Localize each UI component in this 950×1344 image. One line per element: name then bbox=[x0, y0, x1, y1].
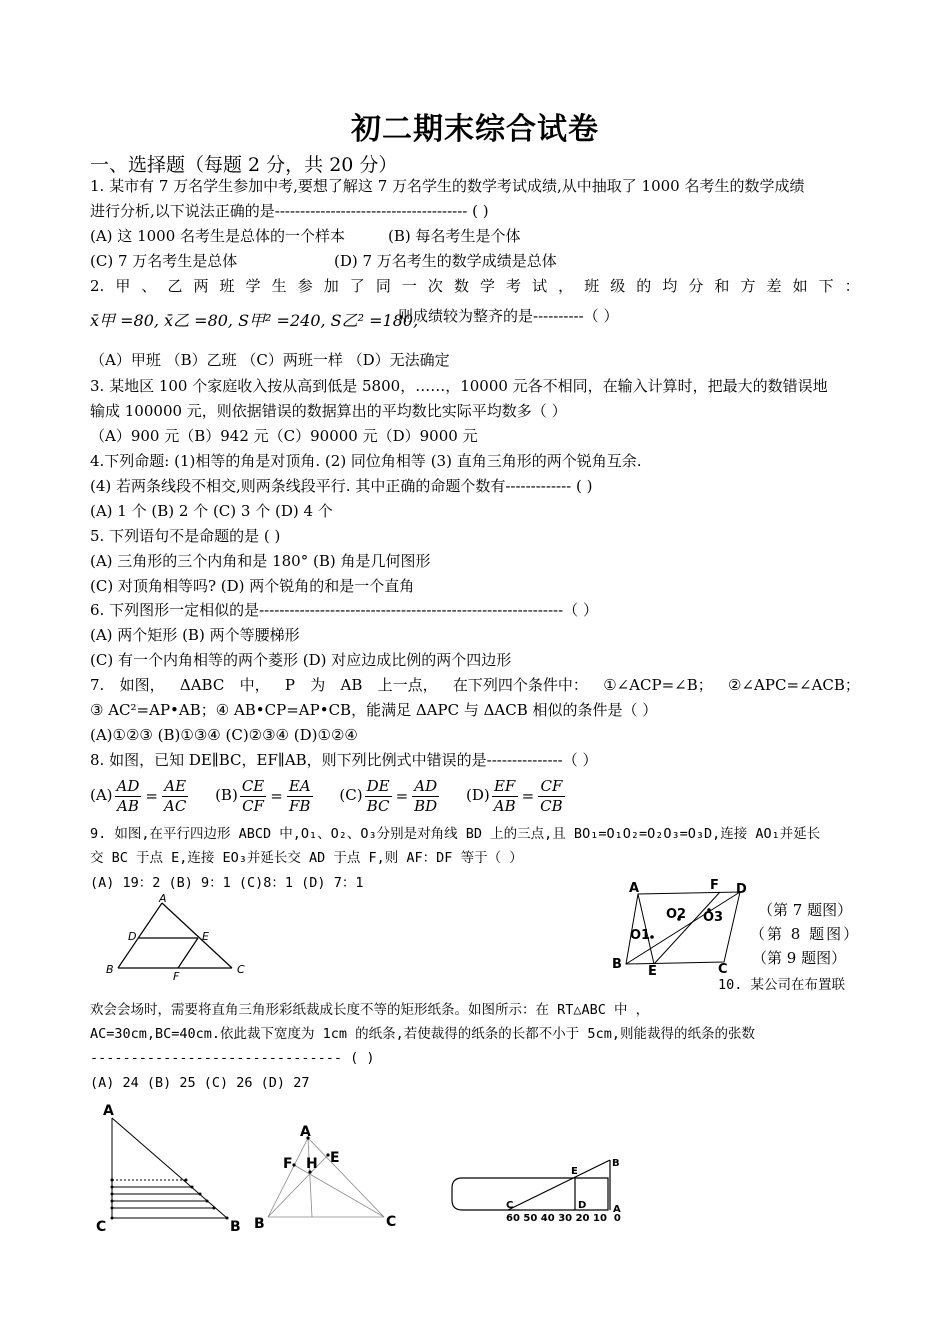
q1-option-d: (D) 7 万名考生的数学成绩是总体 bbox=[334, 252, 557, 270]
label-d: D bbox=[578, 1200, 587, 1211]
q2-question-tail: 则成绩较为整齐的是----------（ ） bbox=[398, 307, 619, 325]
q7-options: (A)①②③ (B)①③④ (C)②③④ (D)①②④ bbox=[90, 726, 358, 744]
q8-line1: 8. 如图，已知 DE∥BC，EF∥AB，则下列比例式中错误的是---------------（ ） bbox=[90, 751, 598, 769]
label-c: C bbox=[96, 1219, 107, 1235]
label-b: B bbox=[612, 957, 622, 972]
q10-line2: AC=30cm,BC=40cm.依此裁下宽度为 1cm 的纸条,若使裁得的纸条的长都不小于 5cm,则能裁得的纸条的张数 bbox=[90, 1026, 755, 1042]
q4-options: (A) 1 个 (B) 2 个 (C) 3 个 (D) 4 个 bbox=[90, 502, 333, 520]
label-a: A bbox=[300, 1124, 311, 1140]
label-h: H bbox=[306, 1156, 318, 1172]
label-a: A bbox=[103, 1103, 114, 1119]
q9-line2: 交 BC 于点 E,连接 EO₃并延长交 AD 于点 F,则 AF：DF 等于（ ） bbox=[90, 850, 523, 866]
q3-line1: 3. 某地区 100 个家庭收入按从高到低是 5800，……，10000 元各不相同，在输入计算时，把最大的数错误地 bbox=[90, 377, 828, 395]
q5-line1: 5. 下列语句不是命题的是 ( ) bbox=[90, 527, 281, 545]
figure-right-triangle-strips bbox=[92, 1100, 252, 1235]
figure-triangle-de-ef bbox=[100, 893, 260, 983]
q1-option-a: (A) 这 1000 名考生是总体的一个样本 bbox=[90, 227, 346, 245]
q10-options: (A) 24 (B) 25 (C) 26 (D) 27 bbox=[90, 1075, 310, 1091]
section-heading: 一、选择题（每题 2 分，共 20 分） bbox=[90, 154, 398, 176]
q1-option-c: (C) 7 万名考生是总体 bbox=[90, 252, 238, 270]
figure-triangle-feh bbox=[250, 1120, 410, 1235]
q1-option-b: (B) 每名考生是个体 bbox=[388, 227, 521, 245]
q1-line1: 1. 某市有 7 万名学生参加中考,要想了解这 7 万名学生的数学考试成绩,从中抽取了 1000 名考生的数学成绩 bbox=[90, 177, 805, 195]
label-o3: O3 bbox=[703, 910, 724, 925]
q2-line1: 2. 甲 、 乙 两 班 学 生 参 加 了 同 一 次 数 学 考 试 ， 班 级 的 均 分 和 方 差 如 下 ： bbox=[90, 277, 860, 295]
label-a: A bbox=[159, 893, 167, 905]
q6-line3: (C) 有一个内角相等的两个菱形 (D) 对应边成比例的两个四边形 bbox=[90, 651, 512, 669]
label-f: F bbox=[710, 878, 719, 893]
label-e: E bbox=[202, 930, 209, 943]
label-c: C bbox=[506, 1200, 514, 1211]
q4-line1: 4.下列命题: (1)相等的角是对顶角. (2) 同位角相等 (3) 直角三角形的两个锐角互余. bbox=[90, 452, 642, 470]
figure-parallelogram bbox=[612, 876, 752, 976]
ruler-ticks: 60 50 40 30 20 10 0 bbox=[506, 1213, 621, 1224]
label-c: C bbox=[237, 963, 245, 976]
fig7-caption: （第 7 题图） bbox=[758, 901, 853, 919]
label-e: E bbox=[571, 1166, 578, 1177]
q1-line2: 进行分析,以下说法正确的是-------------------------------------- ( ) bbox=[90, 202, 489, 220]
label-a: A bbox=[613, 1204, 621, 1215]
q3-line2: 输成 100000 元，则依据错误的数据算出的平均数比实际平均数多（ ） bbox=[90, 402, 567, 420]
label-b: B bbox=[254, 1216, 265, 1232]
q2-formula: x̄甲 =80, x̄乙 =80, S甲² =240, S乙² =180, bbox=[90, 311, 419, 330]
label-b: B bbox=[230, 1219, 241, 1235]
q6-line1: 6. 下列图形一定相似的是------------------------------------------------------------（ ） bbox=[90, 601, 598, 619]
q8-option-c: (C) $\frac{DE}{BC}$ = $\frac{AD}{BD}$ bbox=[339, 776, 438, 815]
q9-line1: 9. 如图,在平行四边形 ABCD 中,O₁、O₂、O₃分别是对角线 BD 上的三点,且 BO₁=O₁O₂=O₂O₃=O₃D,连接 AO₁并延长 bbox=[90, 826, 821, 842]
q9-options: (A) 19：2 (B) 9：1 (C)8：1 (D) 7：1 bbox=[90, 875, 364, 891]
label-e: E bbox=[648, 964, 657, 976]
label-b: B bbox=[612, 1158, 620, 1169]
q6-line2: (A) 两个矩形 (B) 两个等腰梯形 bbox=[90, 626, 300, 644]
fig8-caption: （第 8 题图） bbox=[750, 925, 861, 943]
q2-options: （A）甲班 （B）乙班 （C）两班一样 （D）无法确定 bbox=[90, 351, 450, 369]
label-d: D bbox=[128, 930, 137, 943]
q10-line1: 欢会会场时，需要将直角三角形彩纸裁成长度不等的矩形纸条。如图所示：在 RT△ABC 中 ， bbox=[90, 1002, 650, 1018]
q7-line1: 7. 如图， ΔABC 中， P 为 AB 上一点， 在下列四个条件中： ①∠ACP=∠B； ②∠APC=∠ACB； bbox=[90, 676, 860, 694]
fig9-caption: （第 9 题图） bbox=[752, 949, 847, 967]
q10-head: 10. 某公司在布置联 bbox=[718, 977, 846, 993]
label-b: B bbox=[106, 963, 114, 976]
q8-option-d: (D) $\frac{EF}{AB}$ = $\frac{CF}{CB}$ bbox=[466, 776, 563, 815]
label-e: E bbox=[330, 1150, 340, 1166]
label-f: F bbox=[283, 1156, 293, 1172]
label-d: D bbox=[736, 882, 747, 897]
q5-line2: (A) 三角形的三个内角和是 180° (B) 角是几何图形 bbox=[90, 552, 431, 570]
q8-option-b: (B) $\frac{CE}{CF}$ = $\frac{EA}{FB}$ bbox=[215, 776, 311, 815]
label-f: F bbox=[173, 970, 180, 983]
label-c: C bbox=[386, 1214, 397, 1230]
q8-options bbox=[90, 773, 587, 818]
label-c: C bbox=[718, 962, 728, 976]
label-o2: O2 bbox=[666, 907, 687, 922]
q7-line2: ③ AC²=AP•AB；④ AB•CP=AP•CB，能满足 ΔAPC 与 ΔACB 相似的条件是（ ） bbox=[90, 701, 658, 719]
page-title: 初二期末综合试卷 bbox=[351, 112, 599, 147]
figure-ruler-triangle bbox=[448, 1150, 638, 1228]
q10-line3: ------------------------------- ( ) bbox=[90, 1050, 375, 1066]
label-a: A bbox=[629, 881, 640, 896]
q3-options: （A）900 元（B）942 元（C）90000 元（D）9000 元 bbox=[90, 427, 478, 445]
q4-line2: (4) 若两条线段不相交,则两条线段平行. 其中正确的命题个数有------------- ( ) bbox=[90, 477, 593, 495]
q8-option-a: (A) $\frac{AD}{AB}$ = $\frac{AE}{AC}$ bbox=[90, 776, 187, 815]
q5-line3: (C) 对顶角相等吗? (D) 两个锐角的和是一个直角 bbox=[90, 577, 415, 595]
label-o1: O1 bbox=[630, 928, 651, 943]
